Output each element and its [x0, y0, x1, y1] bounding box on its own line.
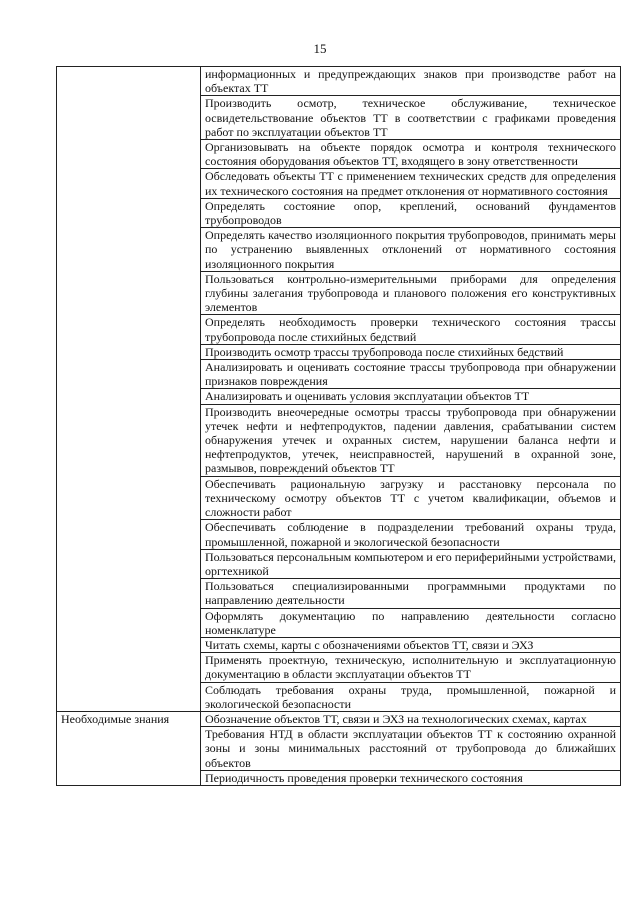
- row-text-cell: [201, 360, 621, 389]
- table-row: [57, 228, 621, 272]
- row-text: Производить осмотр, техническое обслуживание, техническое освидетельствование объектов ТТ в соответствии с графиками проведения работ по эксплуатации объектов ТТ: [205, 96, 616, 139]
- table-row: [57, 198, 621, 227]
- row-text-cell: [201, 653, 621, 682]
- row-label-cell: [57, 549, 201, 578]
- row-text-cell: [201, 770, 621, 785]
- table-row: [57, 67, 621, 96]
- row-text: информационных и предупреждающих знаков при производстве работ на объектах ТТ: [205, 67, 616, 96]
- row-text: Оформлять документацию по направлению деятельности согласно номенклатуре: [205, 608, 616, 637]
- row-label-cell: [57, 169, 201, 198]
- row-label-cell: [57, 682, 201, 711]
- table-row: [57, 389, 621, 404]
- table-row: [57, 360, 621, 389]
- row-text-cell: [201, 404, 621, 476]
- row-text-cell: [201, 228, 621, 272]
- row-text: Определять необходимость проверки технического состояния трассы трубопровода после стихийных бедствий: [205, 315, 616, 344]
- table-row: [57, 476, 621, 520]
- row-label-cell: [57, 360, 201, 389]
- row-label-cell: [57, 315, 201, 344]
- row-text-cell: [201, 389, 621, 404]
- row-label-cell: [57, 770, 201, 785]
- row-label-cell: [57, 404, 201, 476]
- table-row: [57, 637, 621, 652]
- table-row: [57, 344, 621, 359]
- table-row: [57, 682, 621, 711]
- table-row: [57, 520, 621, 549]
- table-row: [57, 770, 621, 785]
- row-text: Организовывать на объекте порядок осмотра и контроля технического состояния оборудования объектов ТТ, входящего в зону ответственности: [205, 140, 616, 169]
- row-label-cell: [57, 344, 201, 359]
- row-text: Периодичность проведения проверки технического состояния: [205, 770, 523, 785]
- table-row: [57, 653, 621, 682]
- row-text-cell: [201, 637, 621, 652]
- row-text: Пользоваться контрольно-измерительными приборами для определения глубины залегания трубопровода и планового положения его конструктивных элементов: [205, 271, 616, 315]
- row-text-cell: [201, 579, 621, 608]
- row-text: Читать схемы, карты с обозначениями объектов ТТ, связи и ЭХЗ: [205, 637, 534, 652]
- row-label-cell: [57, 608, 201, 637]
- row-text-cell: [201, 520, 621, 549]
- row-text: Определять качество изоляционного покрытия трубопроводов, принимать меры по устранению выявленных отклонений от нормативного состояния изоляционного покрытия: [205, 228, 616, 271]
- row-text-cell: [201, 198, 621, 227]
- row-label-cell: [57, 711, 201, 726]
- row-label-cell: [57, 579, 201, 608]
- row-text-cell: [201, 96, 621, 140]
- row-label-cell: [57, 637, 201, 652]
- row-text-cell: [201, 549, 621, 578]
- row-text-cell: [201, 682, 621, 711]
- row-text: Производить осмотр трассы трубопровода после стихийных бедствий: [205, 344, 564, 359]
- row-label-cell: [57, 727, 201, 771]
- table-row: [57, 608, 621, 637]
- table-row: [57, 727, 621, 771]
- row-text: Требования НТД в области эксплуатации объектов ТТ к состоянию охранной зоны и зоны минимальных расстояний от трубопровода до ближайших объектов: [205, 727, 616, 770]
- row-label-cell: [57, 228, 201, 272]
- row-text: Пользоваться специализированными программными продуктами по направлению деятельности: [205, 579, 616, 608]
- row-text-cell: [201, 476, 621, 520]
- table-row: [57, 271, 621, 315]
- row-label-cell: [57, 653, 201, 682]
- row-text: Соблюдать требования охраны труда, промышленной, пожарной и экологической безопасности: [205, 682, 616, 711]
- row-label-cell: [57, 476, 201, 520]
- row-label: Необходимые знания: [61, 711, 170, 726]
- table-row: [57, 549, 621, 578]
- row-label-cell: [57, 198, 201, 227]
- row-text-cell: [201, 608, 621, 637]
- row-text: Обследовать объекты ТТ с применением технических средств для определения их технического состояния на предмет отклонения от нормативного состояния: [205, 169, 616, 198]
- table-row: [57, 315, 621, 344]
- table-row: [57, 711, 621, 726]
- row-text-cell: [201, 67, 621, 96]
- table-row: [57, 404, 621, 476]
- page-number: 15: [313, 41, 327, 56]
- row-text: Применять проектную, техническую, исполнительную и эксплуатационную документацию в области эксплуатации объектов ТТ: [205, 653, 616, 682]
- row-label-cell: [57, 96, 201, 140]
- table-row: [57, 140, 621, 169]
- table-row: [57, 579, 621, 608]
- row-text-cell: [201, 727, 621, 771]
- row-text: Анализировать и оценивать условия эксплуатации объектов ТТ: [205, 389, 530, 404]
- row-text-cell: [201, 711, 621, 726]
- row-text-cell: [201, 344, 621, 359]
- row-text: Анализировать и оценивать состояние трассы трубопровода при обнаружении признаков повреждения: [205, 360, 616, 389]
- table-row: [57, 96, 621, 140]
- table-row: [57, 169, 621, 198]
- row-label-cell: [57, 271, 201, 315]
- row-text-cell: [201, 140, 621, 169]
- row-text: Обозначение объектов ТТ, связи и ЭХЗ на технологических схемах, картах: [205, 711, 587, 726]
- row-text: Определять состояние опор, креплений, оснований фундаментов трубопроводов: [205, 198, 616, 228]
- row-label-cell: [57, 389, 201, 404]
- competency-table: [56, 66, 621, 786]
- row-label-cell: [57, 520, 201, 549]
- row-label-cell: [57, 67, 201, 96]
- row-text: Пользоваться персональным компьютером и его периферийными устройствами, оргтехникой: [205, 549, 616, 578]
- row-text: Обеспечивать рациональную загрузку и расстановку персонала по техническому осмотру объектов ТТ с учетом квалификации, объемов и сложности работ: [205, 476, 616, 520]
- row-text-cell: [201, 271, 621, 315]
- row-label-cell: [57, 140, 201, 169]
- row-text: Обеспечивать соблюдение в подразделении требований охраны труда, промышленной, пожарной и экологической безопасности: [205, 520, 616, 549]
- row-text-cell: [201, 169, 621, 198]
- row-text-cell: [201, 315, 621, 344]
- row-text: Производить внеочередные осмотры трассы трубопровода при обнаружении утечек нефти и нефтепродуктов, падении давления, срабатывании систем обнаружения утечек и охранных систем, нарушении баланса нефти и нефтепродуктов, утечек, неисправностей, нарушений в охранной зоне, размывов, повреждений объектов ТТ: [205, 404, 616, 476]
